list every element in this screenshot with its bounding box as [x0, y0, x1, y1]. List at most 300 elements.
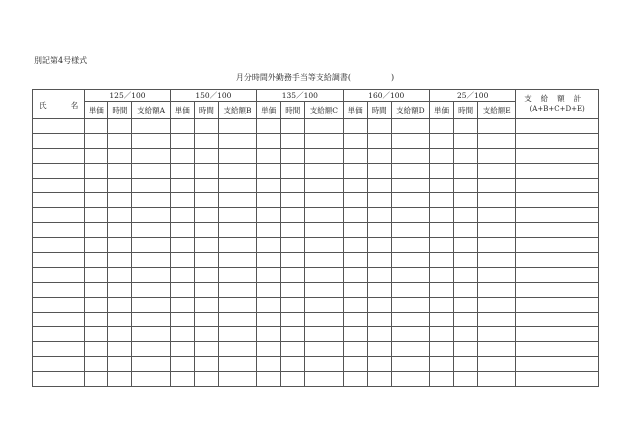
unit-price-header: 単価 [257, 102, 281, 119]
total-header-label: 支給額計 [524, 94, 591, 103]
table-cell [170, 253, 194, 268]
table-cell [367, 327, 391, 342]
table-row [33, 133, 599, 148]
table-cell [281, 312, 305, 327]
table-cell [194, 208, 218, 223]
rate-header-b: 150／100 [170, 90, 256, 102]
table-cell [132, 178, 170, 193]
table-row [33, 342, 599, 357]
table-cell [367, 357, 391, 372]
table-cell [478, 238, 516, 253]
table-cell [454, 193, 478, 208]
table-cell [454, 148, 478, 163]
table-cell [281, 253, 305, 268]
table-cell [108, 223, 132, 238]
table-cell [108, 312, 132, 327]
table-cell [194, 312, 218, 327]
table-cell [305, 148, 343, 163]
table-cell [429, 267, 453, 282]
table-cell [108, 267, 132, 282]
amount-header: 支給額A [132, 102, 170, 119]
table-cell [454, 342, 478, 357]
table-cell [194, 327, 218, 342]
table-cell [516, 133, 599, 148]
table-cell [454, 267, 478, 282]
table-cell [367, 253, 391, 268]
total-header-formula: (A+B+C+D+E) [529, 105, 585, 113]
table-cell [478, 133, 516, 148]
table-cell [85, 223, 108, 238]
table-row [33, 312, 599, 327]
table-cell [194, 133, 218, 148]
table-cell [429, 312, 453, 327]
table-cell [454, 312, 478, 327]
table-cell [305, 357, 343, 372]
table-cell [218, 327, 256, 342]
table-cell [429, 282, 453, 297]
table-cell [305, 327, 343, 342]
table-cell [343, 342, 367, 357]
table-cell [478, 148, 516, 163]
hours-header: 時間 [454, 102, 478, 119]
table-cell [429, 148, 453, 163]
table-cell [257, 208, 281, 223]
table-cell [367, 238, 391, 253]
table-cell [429, 163, 453, 178]
table-cell [391, 282, 429, 297]
table-cell [429, 372, 453, 387]
table-cell [257, 327, 281, 342]
table-cell [257, 148, 281, 163]
table-cell [281, 208, 305, 223]
table-row [33, 208, 599, 223]
table-cell [108, 163, 132, 178]
table-cell [170, 223, 194, 238]
table-cell [170, 133, 194, 148]
table-cell [305, 163, 343, 178]
table-cell [454, 223, 478, 238]
table-cell [33, 148, 85, 163]
table-cell [170, 342, 194, 357]
table-cell [367, 148, 391, 163]
form-title [0, 73, 630, 83]
table-cell [132, 148, 170, 163]
table-cell [194, 193, 218, 208]
table-cell [305, 297, 343, 312]
table-cell [218, 223, 256, 238]
table-cell [367, 163, 391, 178]
table-cell [194, 357, 218, 372]
table-cell [343, 133, 367, 148]
table-cell [478, 297, 516, 312]
table-row [33, 282, 599, 297]
table-cell [85, 282, 108, 297]
table-cell [478, 312, 516, 327]
table-cell [132, 163, 170, 178]
table-cell [218, 238, 256, 253]
table-cell [108, 372, 132, 387]
table-row [33, 357, 599, 372]
table-cell [454, 282, 478, 297]
table-cell [33, 312, 85, 327]
table-cell [343, 193, 367, 208]
table-cell [367, 342, 391, 357]
table-cell [132, 327, 170, 342]
table-cell [108, 253, 132, 268]
table-cell [132, 312, 170, 327]
unit-price-header: 単価 [85, 102, 108, 119]
table-cell [257, 253, 281, 268]
table-cell [108, 297, 132, 312]
table-cell [305, 193, 343, 208]
table-cell [85, 253, 108, 268]
table-cell [33, 372, 85, 387]
table-cell [170, 327, 194, 342]
hours-header: 時間 [194, 102, 218, 119]
table-cell [343, 163, 367, 178]
hours-header: 時間 [108, 102, 132, 119]
table-cell [391, 223, 429, 238]
table-cell [478, 372, 516, 387]
table-cell [281, 223, 305, 238]
table-cell [305, 312, 343, 327]
table-cell [218, 119, 256, 134]
table-cell [257, 282, 281, 297]
table-cell [218, 178, 256, 193]
table-row [33, 267, 599, 282]
unit-price-header: 単価 [429, 102, 453, 119]
table-cell [170, 267, 194, 282]
table-cell [85, 357, 108, 372]
table-cell [343, 372, 367, 387]
table-cell [33, 163, 85, 178]
table-cell [478, 267, 516, 282]
table-cell [391, 297, 429, 312]
table-cell [391, 208, 429, 223]
table-cell [218, 133, 256, 148]
table-cell [108, 148, 132, 163]
table-cell [454, 357, 478, 372]
table-cell [391, 178, 429, 193]
table-cell [343, 178, 367, 193]
table-cell [454, 178, 478, 193]
table-cell [257, 267, 281, 282]
table-cell [516, 223, 599, 238]
table-cell [281, 342, 305, 357]
table-cell [391, 148, 429, 163]
table-cell [343, 267, 367, 282]
table-cell [343, 282, 367, 297]
table-cell [305, 119, 343, 134]
table-cell [33, 342, 85, 357]
amount-header: 支給額C [305, 102, 343, 119]
form-title-text: 月分時間外勤務手当等支給調書( [235, 73, 351, 82]
table-cell [170, 193, 194, 208]
table-cell [429, 327, 453, 342]
table-cell [132, 223, 170, 238]
table-cell [194, 223, 218, 238]
table-body [33, 119, 599, 387]
amount-header: 支給額E [478, 102, 516, 119]
table-cell [281, 282, 305, 297]
table-cell [516, 163, 599, 178]
table-cell [478, 342, 516, 357]
table-cell [85, 297, 108, 312]
table-cell [33, 238, 85, 253]
table-cell [33, 133, 85, 148]
amount-header: 支給額B [218, 102, 256, 119]
table-cell [257, 357, 281, 372]
table-cell [305, 208, 343, 223]
table-cell [33, 119, 85, 134]
table-cell [33, 223, 85, 238]
table-cell [257, 372, 281, 387]
table-cell [391, 119, 429, 134]
table-cell [33, 253, 85, 268]
table-cell [516, 208, 599, 223]
table-cell [108, 119, 132, 134]
unit-price-header: 単価 [170, 102, 194, 119]
table-cell [85, 312, 108, 327]
table-cell [33, 193, 85, 208]
table-cell [257, 163, 281, 178]
table-cell [454, 253, 478, 268]
table-cell [516, 267, 599, 282]
table-cell [132, 253, 170, 268]
table-cell [429, 238, 453, 253]
table-cell [516, 148, 599, 163]
table-cell [429, 208, 453, 223]
table-cell [132, 208, 170, 223]
table-cell [478, 193, 516, 208]
table-cell [218, 312, 256, 327]
table-cell [367, 267, 391, 282]
amount-header: 支給額D [391, 102, 429, 119]
table-cell [478, 253, 516, 268]
table-cell [257, 238, 281, 253]
table-cell [108, 208, 132, 223]
table-cell [257, 312, 281, 327]
table-cell [305, 282, 343, 297]
table-cell [516, 342, 599, 357]
table-cell [257, 119, 281, 134]
table-cell [454, 163, 478, 178]
table-cell [367, 312, 391, 327]
table-cell [305, 223, 343, 238]
table-cell [305, 133, 343, 148]
table-cell [194, 148, 218, 163]
table-cell [343, 208, 367, 223]
rate-header-a: 125／100 [85, 90, 170, 102]
table-cell [218, 208, 256, 223]
table-cell [132, 342, 170, 357]
table-cell [218, 193, 256, 208]
table-row [33, 297, 599, 312]
table-cell [516, 372, 599, 387]
total-header [516, 90, 599, 119]
table-cell [108, 282, 132, 297]
table-cell [305, 178, 343, 193]
table-cell [281, 327, 305, 342]
table-cell [391, 312, 429, 327]
table-cell [281, 178, 305, 193]
table-cell [108, 238, 132, 253]
table-cell [343, 119, 367, 134]
table-cell [516, 193, 599, 208]
table-cell [343, 253, 367, 268]
table-cell [343, 297, 367, 312]
table-cell [194, 178, 218, 193]
table-cell [257, 193, 281, 208]
table-cell [454, 238, 478, 253]
table-cell [170, 357, 194, 372]
table-cell [85, 342, 108, 357]
table-cell [194, 267, 218, 282]
payment-table [32, 89, 599, 387]
table-row [33, 372, 599, 387]
table-cell [367, 178, 391, 193]
table-cell [343, 327, 367, 342]
table-cell [281, 148, 305, 163]
table-cell [132, 297, 170, 312]
table-cell [454, 133, 478, 148]
table-cell [108, 327, 132, 342]
table-cell [85, 119, 108, 134]
table-cell [132, 357, 170, 372]
table-cell [170, 178, 194, 193]
table-cell [281, 372, 305, 387]
table-cell [516, 357, 599, 372]
table-cell [170, 282, 194, 297]
table-cell [281, 267, 305, 282]
table-cell [85, 238, 108, 253]
table-cell [85, 193, 108, 208]
table-cell [108, 178, 132, 193]
table-cell [170, 163, 194, 178]
table-cell [170, 148, 194, 163]
table-cell [367, 119, 391, 134]
table-cell [108, 193, 132, 208]
name-header-2: 名 [70, 101, 79, 110]
table-cell [454, 119, 478, 134]
table-cell [170, 238, 194, 253]
table-cell [194, 119, 218, 134]
table-cell [194, 297, 218, 312]
table-cell [391, 253, 429, 268]
table-row [33, 327, 599, 342]
table-cell [516, 312, 599, 327]
table-cell [194, 253, 218, 268]
table-cell [281, 357, 305, 372]
table-cell [478, 208, 516, 223]
table-cell [391, 238, 429, 253]
table-cell [85, 178, 108, 193]
table-cell [478, 178, 516, 193]
table-cell [170, 372, 194, 387]
table-cell [281, 238, 305, 253]
table-cell [85, 372, 108, 387]
table-cell [281, 133, 305, 148]
table-cell [170, 312, 194, 327]
rate-header-c: 135／100 [257, 90, 343, 102]
table-cell [108, 133, 132, 148]
table-cell [132, 238, 170, 253]
table-cell [391, 327, 429, 342]
table-cell [429, 119, 453, 134]
hours-header: 時間 [281, 102, 305, 119]
table-cell [170, 119, 194, 134]
unit-price-header: 単価 [343, 102, 367, 119]
table-cell [305, 342, 343, 357]
table-cell [33, 297, 85, 312]
table-cell [454, 372, 478, 387]
table-cell [132, 267, 170, 282]
table-cell [343, 312, 367, 327]
table-cell [218, 163, 256, 178]
table-cell [218, 297, 256, 312]
table-cell [516, 119, 599, 134]
table-cell [429, 357, 453, 372]
table-row [33, 119, 599, 134]
table-cell [257, 342, 281, 357]
table-cell [367, 282, 391, 297]
table-cell [391, 342, 429, 357]
table-cell [132, 119, 170, 134]
table-cell [218, 342, 256, 357]
table-cell [85, 148, 108, 163]
table-cell [367, 223, 391, 238]
table-cell [218, 372, 256, 387]
name-header [33, 90, 85, 119]
table-cell [257, 178, 281, 193]
table-cell [218, 253, 256, 268]
table-cell [429, 342, 453, 357]
table-row [33, 163, 599, 178]
table-cell [108, 342, 132, 357]
table-cell [454, 297, 478, 312]
table-cell [516, 238, 599, 253]
table-cell [343, 223, 367, 238]
table-cell [194, 342, 218, 357]
table-cell [429, 133, 453, 148]
table-cell [343, 238, 367, 253]
table-cell [478, 163, 516, 178]
table-cell [429, 178, 453, 193]
table-cell [218, 148, 256, 163]
table-cell [367, 193, 391, 208]
table-cell [429, 193, 453, 208]
table-row [33, 223, 599, 238]
table-cell [257, 133, 281, 148]
table-cell [478, 327, 516, 342]
table-cell [218, 267, 256, 282]
form-title-close: ) [391, 73, 395, 82]
table-cell [516, 282, 599, 297]
hours-header: 時間 [367, 102, 391, 119]
table-cell [33, 178, 85, 193]
table-cell [305, 267, 343, 282]
table-cell [516, 178, 599, 193]
table-cell [218, 357, 256, 372]
table-cell [478, 357, 516, 372]
table-cell [170, 208, 194, 223]
table-cell [367, 372, 391, 387]
table-cell [33, 327, 85, 342]
table-cell [343, 357, 367, 372]
table-cell [429, 253, 453, 268]
table-row [33, 148, 599, 163]
table-cell [478, 282, 516, 297]
